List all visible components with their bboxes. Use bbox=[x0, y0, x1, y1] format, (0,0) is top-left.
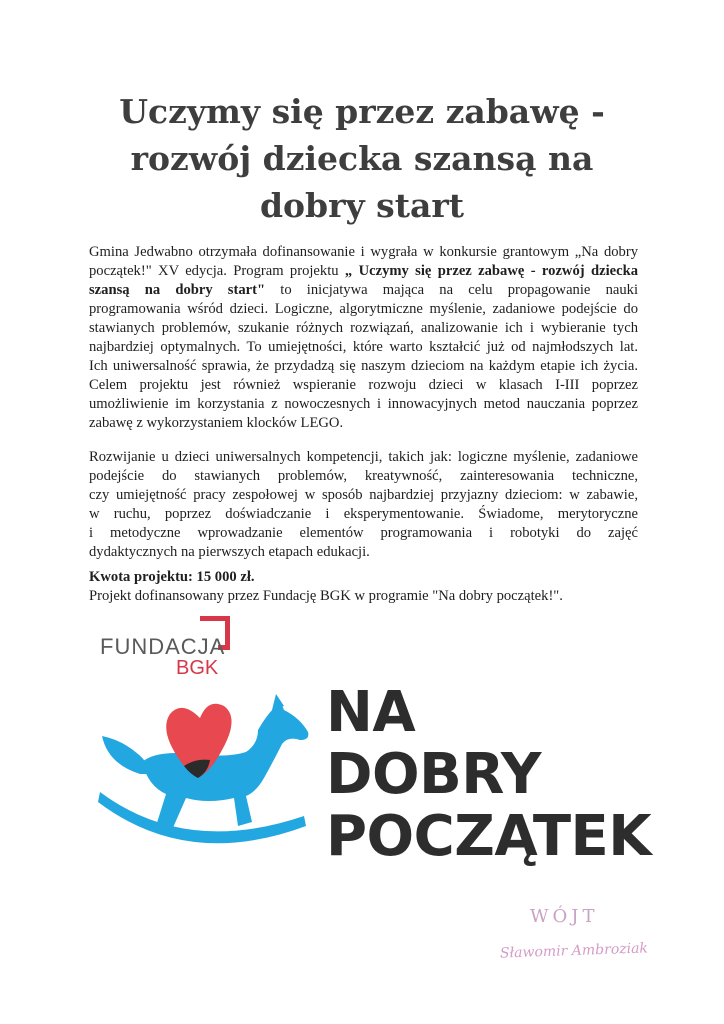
text-line: w ruchu, poprzez doświadczanie i eksperymentowanie. Świadome, merytoryczne bbox=[89, 506, 638, 522]
document-title bbox=[70, 88, 654, 229]
text-line: umożliwienie im korzystania z nowoczesnych i innowacyjnych metod nauczania poprzez bbox=[89, 396, 638, 412]
text-line: podejście do stawianych problemów, kreatywność, zainteresowania techniczne, bbox=[89, 468, 638, 484]
rocking-horse-icon bbox=[96, 688, 316, 858]
npd-logo-line: NA bbox=[326, 680, 416, 745]
text-line: Ich uniwersalność sprawia, że przydadzą się naszym dzieciom na każdym etapie ich życia. bbox=[89, 358, 638, 374]
text-line: Gmina Jedwabno otrzymała dofinansowanie i wygrała w konkursie grantowym „Na dobry bbox=[89, 244, 638, 260]
text-run: to inicjatywa mająca na celu propagowanie nauki bbox=[265, 282, 638, 298]
text-line: i metodyczne wprowadzanie elementów programowania i robotyki do zajęć bbox=[89, 525, 638, 541]
text-line: czy umiejętność pracy zespołowej w sposób najbardziej przyjazny dzieciom: w zabawie, bbox=[89, 487, 638, 503]
title-line-1: Uczymy się przez zabawę - bbox=[119, 92, 605, 131]
project-amount: Kwota projektu: 15 000 zł. bbox=[89, 569, 255, 585]
bgk-logo-text: FUNDACJA bbox=[100, 634, 226, 659]
text-line: zabawę z wykorzystaniem klocków LEGO. bbox=[89, 415, 344, 431]
npd-logo-line: POCZĄTEK bbox=[326, 804, 652, 869]
npd-logo-line: DOBRY bbox=[326, 742, 541, 807]
text-line bbox=[89, 262, 638, 281]
title-line-3: dobry start bbox=[259, 186, 465, 225]
handwritten-signature: Sławomir Ambroziak bbox=[499, 940, 649, 962]
paragraph-competences bbox=[89, 448, 638, 562]
bgk-logo-acronym: BGK bbox=[176, 657, 219, 679]
project-name-bold: „ Uczymy się przez zabawę - rozwój dziecka bbox=[344, 263, 638, 279]
funding-note: Projekt dofinansowany przez Fundację BGK w programie "Na dobry początek!". bbox=[89, 588, 563, 604]
title-line-2: rozwój dziecka szansą na bbox=[130, 139, 594, 178]
text-line: stawianych problemów, szukanie różnych rozwiązań, analizowanie ich i wybieranie tych bbox=[89, 320, 638, 336]
text-run: początek!" XV edycja. Program projektu bbox=[89, 263, 345, 279]
paragraph-intro bbox=[89, 243, 638, 433]
stamp-wojt: WÓJT bbox=[530, 906, 599, 927]
na-dobry-poczatek-logo bbox=[326, 682, 651, 868]
text-line: dydaktycznych na pierwszych etapach edukacji. bbox=[89, 544, 370, 560]
text-line: najbardziej optymalnych. To umiejętności, które warto kształcić już od najmłodszych lat. bbox=[89, 339, 638, 355]
project-name-bold: szansą na dobry start" bbox=[89, 282, 266, 298]
text-line: programowania wśród dzieci. Logiczne, algorytmiczne myślenie, zadaniowe podejście do bbox=[89, 301, 638, 317]
paragraph-funding bbox=[89, 568, 638, 606]
text-line: Rozwijanie u dzieci uniwersalnych kompetencji, takich jak: logiczne myślenie, zadaniowe bbox=[89, 449, 638, 465]
text-line: Celem projektu jest również wspieranie rozwoju dzieci w klasach I-III poprzez bbox=[89, 377, 638, 393]
text-line bbox=[89, 281, 638, 300]
